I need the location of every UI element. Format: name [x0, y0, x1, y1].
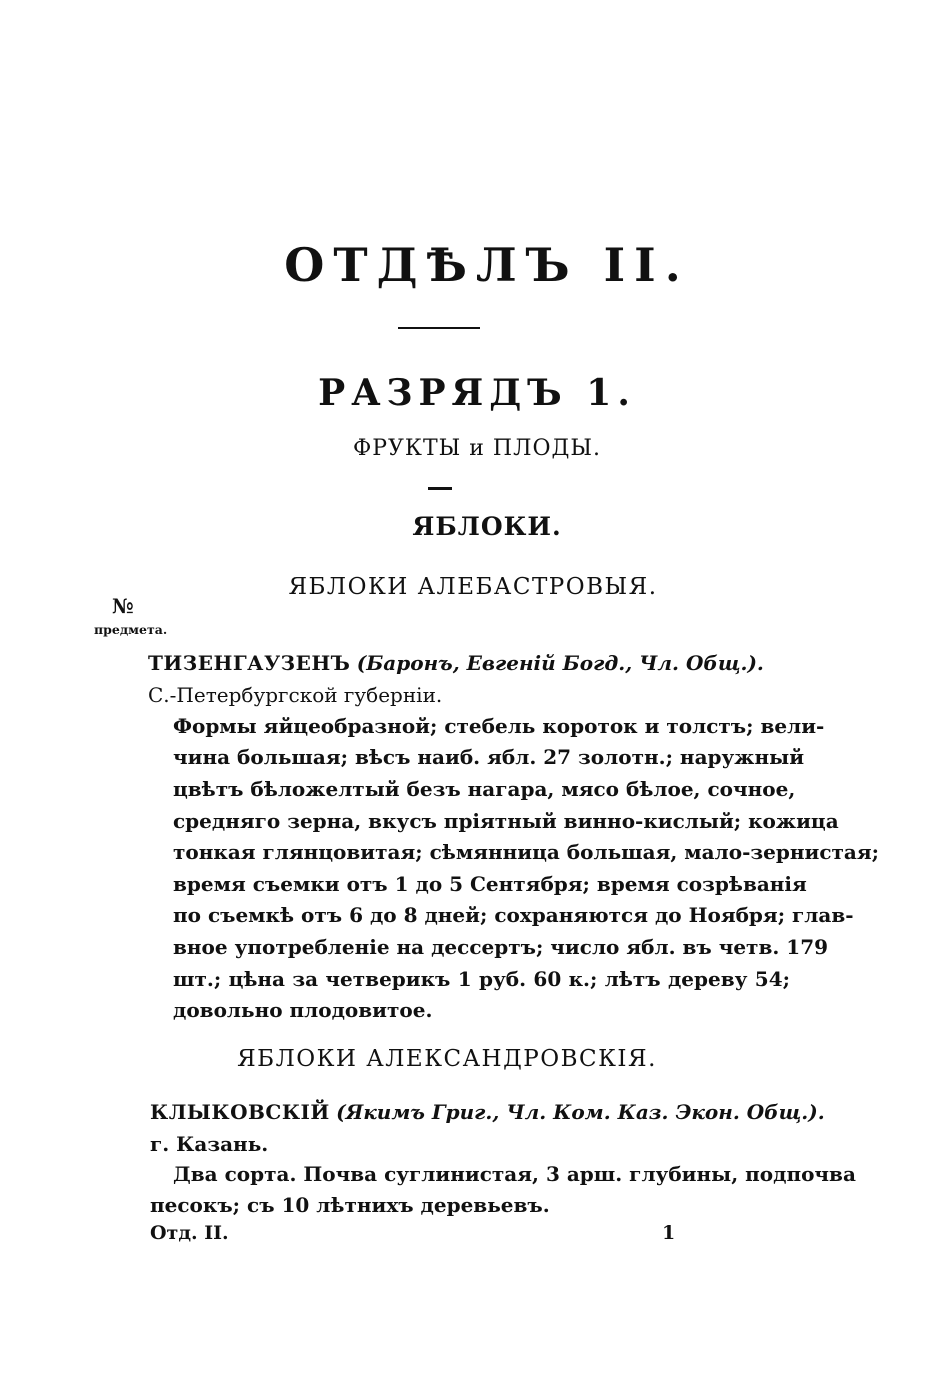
description-line: довольно плодовитое.	[173, 998, 433, 1022]
exhibitor-name: ТИЗЕНГАУЗЕНЪ	[148, 651, 351, 675]
item-number-label: предмета.	[94, 622, 168, 637]
exhibitor-place: С.-Петербургской губерніи.	[148, 683, 443, 707]
variety-title: ЯБЛОКИ АЛЕКСАНДРОВСКІЯ.	[237, 1046, 657, 1072]
variety-title: ЯБЛОКИ АЛЕБАСТРОВЫЯ.	[288, 574, 658, 600]
item-number-sign: №	[112, 594, 134, 618]
exhibitor-details: (Баронъ, Евгеній Богд., Чл. Общ.).	[356, 651, 764, 675]
page-number: 1	[662, 1222, 676, 1244]
exhibitor-details: (Якимъ Григ., Чл. Ком. Каз. Экон. Общ.).	[336, 1100, 825, 1124]
section-title: ОТДѢЛЪ II.	[284, 238, 690, 292]
exhibitor-line	[150, 1100, 825, 1124]
exhibitor-place: г. Казань.	[150, 1132, 269, 1156]
category-divider	[428, 487, 452, 490]
description-line: Два сорта. Почва суглинистая, 3 арш. глубины, подпочва	[173, 1162, 856, 1186]
description-line: цвѣтъ бѣложелтый безъ нагара, мясо бѣлое, сочное,	[173, 777, 796, 801]
category-subtitle: ФРУКТЫ и ПЛОДЫ.	[352, 436, 602, 461]
exhibitor-name: КЛЫКОВСКІЙ	[150, 1100, 330, 1124]
description-line: Формы яйцеобразной; стебель короток и толстъ; вели-	[173, 714, 825, 738]
section-divider	[398, 327, 480, 329]
description-line: время съемки отъ 1 до 5 Сентября; время созрѣванія	[173, 872, 807, 896]
group-title: ЯБЛОКИ.	[412, 512, 562, 541]
description-line: вное употребленіе на дессертъ; число ябл. въ четв. 179	[173, 935, 829, 959]
footer-section-ref: Отд. II.	[150, 1222, 229, 1244]
description-line: шт.; цѣна за четверикъ 1 руб. 60 к.; лѣтъ дереву 54;	[173, 967, 790, 991]
category-title: РАЗРЯДЪ 1.	[318, 372, 636, 414]
description-line: по съемкѣ отъ 6 до 8 дней; сохраняются до Ноября; глав-	[173, 903, 854, 927]
description-line: средняго зерна, вкусъ пріятный винно-кислый; кожица	[173, 809, 839, 833]
description-line: тонкая глянцовитая; сѣмянница большая, мало-зернистая;	[173, 840, 880, 864]
description-line: чина большая; вѣсъ наиб. ябл. 27 золотн.; наружный	[173, 745, 805, 769]
exhibitor-line	[148, 651, 764, 675]
description-line: песокъ; съ 10 лѣтнихъ деревьевъ.	[150, 1193, 550, 1217]
